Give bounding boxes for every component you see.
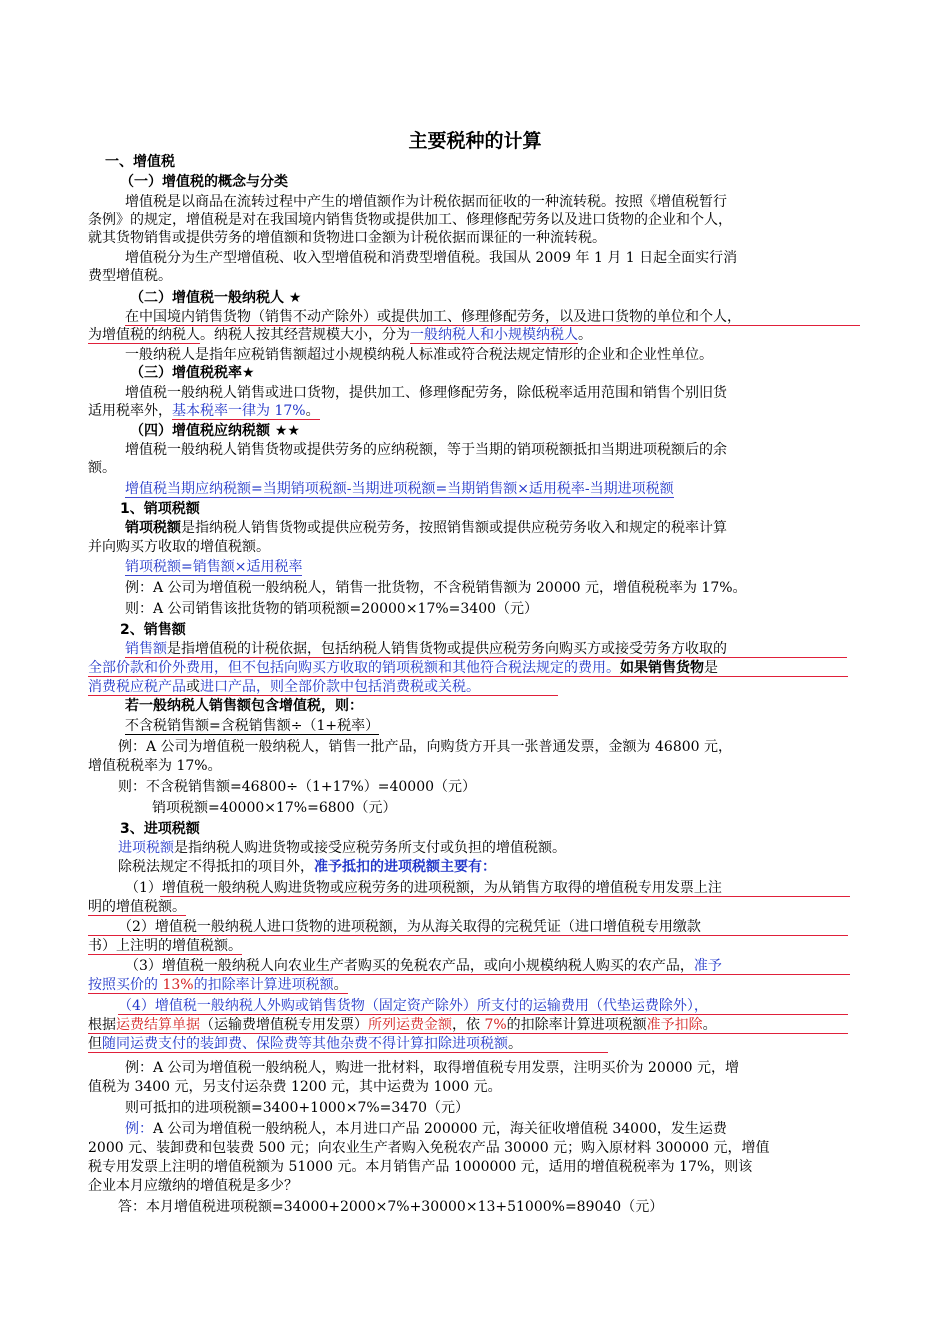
paragraph-line: 一般纳税人是指年应税销售额超过小规模纳税人标准或符合税法规定情形的企业和企业性单位。 bbox=[125, 347, 713, 363]
paragraph-line: 除税法规定不得抵扣的项目外，准予抵扣的进项税额主要有： bbox=[118, 859, 496, 875]
answer-line: 答：本月增值税进项税额=34000+2000×7%+30000×13+51000%=89040（元） bbox=[118, 1199, 664, 1215]
example-line: 值税为 3400 元，另支付运杂费 1200 元，其中运费为 1000 元。 bbox=[88, 1079, 502, 1095]
answer-line: 则可抵扣的进项税额=3400+1000×7%=3470（元） bbox=[125, 1100, 470, 1116]
red-underline bbox=[160, 896, 850, 897]
answer-line: 则：A 公司销售该批货物的销项税额=20000×17%=3400（元） bbox=[125, 601, 539, 617]
paragraph-line: 为增值税的纳税人。纳税人按其经营规模大小，分为一般纳税人和小规模纳税人。 bbox=[88, 327, 592, 343]
paragraph-line: 消费税应税产品或进口产品，则全部价款中包括消费税或关税。 bbox=[88, 679, 480, 695]
example-line: 例：A 公司为增值税一般纳税人，销售一批货物，不含税销售额为 20000 元，增值税税率为 17%。 bbox=[125, 580, 747, 596]
example-line: 企业本月应缴纳的增值税是多少？ bbox=[88, 1178, 298, 1194]
example-line: 增值税税率为 17%。 bbox=[88, 758, 222, 774]
list-item: （1）增值税一般纳税人购进货物或应税劳务的进项税额，为从销售方取得的增值税专用发票上注 bbox=[125, 880, 722, 896]
subsection-heading-rate: （三）增值税税率★ bbox=[130, 365, 255, 381]
list-item: （2）增值税一般纳税人进口货物的进项税额，为从海关取得的完税凭证（进口增值税专用缴款 bbox=[118, 919, 701, 935]
example-line: 例：A 公司为增值税一般纳税人，本月进口产品 200000 元，海关征收增值税 34000，发生运费 bbox=[125, 1121, 727, 1137]
list-item: 书）上注明的增值税额。 bbox=[88, 938, 242, 954]
example-line: 税专用发票上注明的增值税额为 51000 元。本月销售产品 1000000 元，适用的增值税税率为 17%，则该 bbox=[88, 1159, 753, 1175]
red-underline bbox=[88, 695, 558, 696]
list-item: 根据运费结算单据（运输费增值税专用发票）所列运费金额，依 7%的扣除率计算进项税额准予扣除。 bbox=[88, 1017, 717, 1033]
paragraph-line: 全部价款和价外费用，但不包括向购买方收取的销项税额和其他符合税法规定的费用。如果销售货物是 bbox=[88, 660, 718, 676]
example-line: 例：A 公司为增值税一般纳税人，购进一批材料，取得增值税专用发票，注明买价为 20000 元，增 bbox=[125, 1060, 739, 1076]
red-underline bbox=[88, 676, 848, 677]
paragraph-line: 增值税是以商品在流转过程中产生的增值额作为计税依据而征收的一种流转税。按照《增值税暂行 bbox=[125, 194, 727, 210]
formula-output-tax: 销项税额=销售额×适用税率 bbox=[125, 559, 303, 575]
red-underline bbox=[88, 935, 848, 936]
paragraph-line: 在中国境内销售货物（销售不动产除外）或提供加工、修理修配劳务，以及进口货物的单位和个人， bbox=[125, 309, 741, 325]
example-line: 2000 元、装卸费和包装费 500 元；向农业生产者购入免税农产品 30000 元；购入原材料 300000 元，增值 bbox=[88, 1140, 770, 1156]
paragraph-line: 适用税率外，基本税率一律为 17%。 bbox=[88, 403, 320, 419]
formula-exclusive-sales: 不含税销售额=含税销售额÷（1+税率） bbox=[125, 718, 380, 734]
paragraph-line: 增值税一般纳税人销售货物或提供劳务的应纳税额，等于当期的销项税额抵扣当期进项税额后的余 bbox=[125, 442, 727, 458]
paragraph-line: 费型增值税。 bbox=[88, 268, 172, 284]
paragraph-line: 并向购买方收取的增值税额。 bbox=[88, 539, 270, 555]
subsection-heading-concept: （一）增值税的概念与分类 bbox=[120, 174, 288, 190]
heading-sales-amount: 2、销售额 bbox=[120, 622, 186, 638]
condition-line: 若一般纳税人销售额包含增值税，则： bbox=[125, 698, 363, 714]
answer-line: 销项税额=40000×17%=6800（元） bbox=[152, 800, 397, 816]
paragraph-line: 就其货物销售或提供劳务的增值额和货物进口金额为计税依据而课征的一种流转税。 bbox=[88, 230, 606, 246]
paragraph-line: 条例》的规定，增值税是对在我国境内销售货物或提供加工、修理修配劳务以及进口货物的企业和个人， bbox=[88, 212, 732, 228]
paragraph-line: 额。 bbox=[88, 460, 116, 476]
list-item: 明的增值税额。 bbox=[88, 899, 186, 915]
formula-payable: 增值税当期应纳税额=当期销项税额-当期进项税额=当期销售额×适用税率-当期进项税额 bbox=[125, 481, 674, 497]
red-underline bbox=[88, 1052, 608, 1053]
paragraph-line: 销售额是指增值税的计税依据，包括纳税人销售货物或提供应税劳务向购买方或接受劳务方收取的 bbox=[125, 641, 727, 657]
subsection-heading-payable: （四）增值税应纳税额 ★★ bbox=[130, 423, 300, 439]
paragraph-line: 增值税一般纳税人销售或进口货物，提供加工、修理修配劳务，除低税率适用范围和销售个别旧货 bbox=[125, 385, 727, 401]
section-heading-vat: 一、增值税 bbox=[105, 154, 175, 170]
page-title: 主要税种的计算 bbox=[408, 130, 542, 152]
red-underline bbox=[125, 657, 847, 658]
list-item: （3）增值税一般纳税人向农业生产者购买的免税农产品，或向小规模纳税人购买的农产品，准予 bbox=[125, 958, 722, 974]
answer-line: 则：不含税销售额=46800÷（1+17%）=40000（元） bbox=[118, 779, 477, 795]
paragraph-line: 销项税额是指纳税人销售货物或提供应税劳务，按照销售额或提供应税劳务收入和规定的税率计算 bbox=[125, 520, 727, 536]
list-item: 但随同运费支付的装卸费、保险费等其他杂费不得计算扣除进项税额。 bbox=[88, 1036, 522, 1052]
red-underline bbox=[118, 1014, 848, 1015]
list-item: （4）增值税一般纳税人外购或销售货物（固定资产除外）所支付的运输费用（代垫运费除外）， bbox=[118, 998, 708, 1014]
subsection-heading-taxpayer: （二）增值税一般纳税人 ★ bbox=[130, 290, 302, 306]
list-item: 按照买价的 13%的扣除率计算进项税额。 bbox=[88, 977, 348, 993]
example-line: 例：A 公司为增值税一般纳税人，销售一批产品，向购货方开具一张普通发票，金额为 46800 元， bbox=[118, 739, 732, 755]
red-underline bbox=[88, 1033, 848, 1034]
red-underline bbox=[160, 974, 850, 975]
heading-output-tax: 1、销项税额 bbox=[120, 501, 200, 517]
heading-input-tax: 3、进项税额 bbox=[120, 821, 200, 837]
paragraph-line: 增值税分为生产型增值税、收入型增值税和消费型增值税。我国从 2009 年 1 月 1 日起全面实行消 bbox=[125, 250, 738, 266]
paragraph-line: 进项税额是指纳税人购进货物或接受应税劳务所支付或负担的增值税额。 bbox=[118, 840, 566, 856]
